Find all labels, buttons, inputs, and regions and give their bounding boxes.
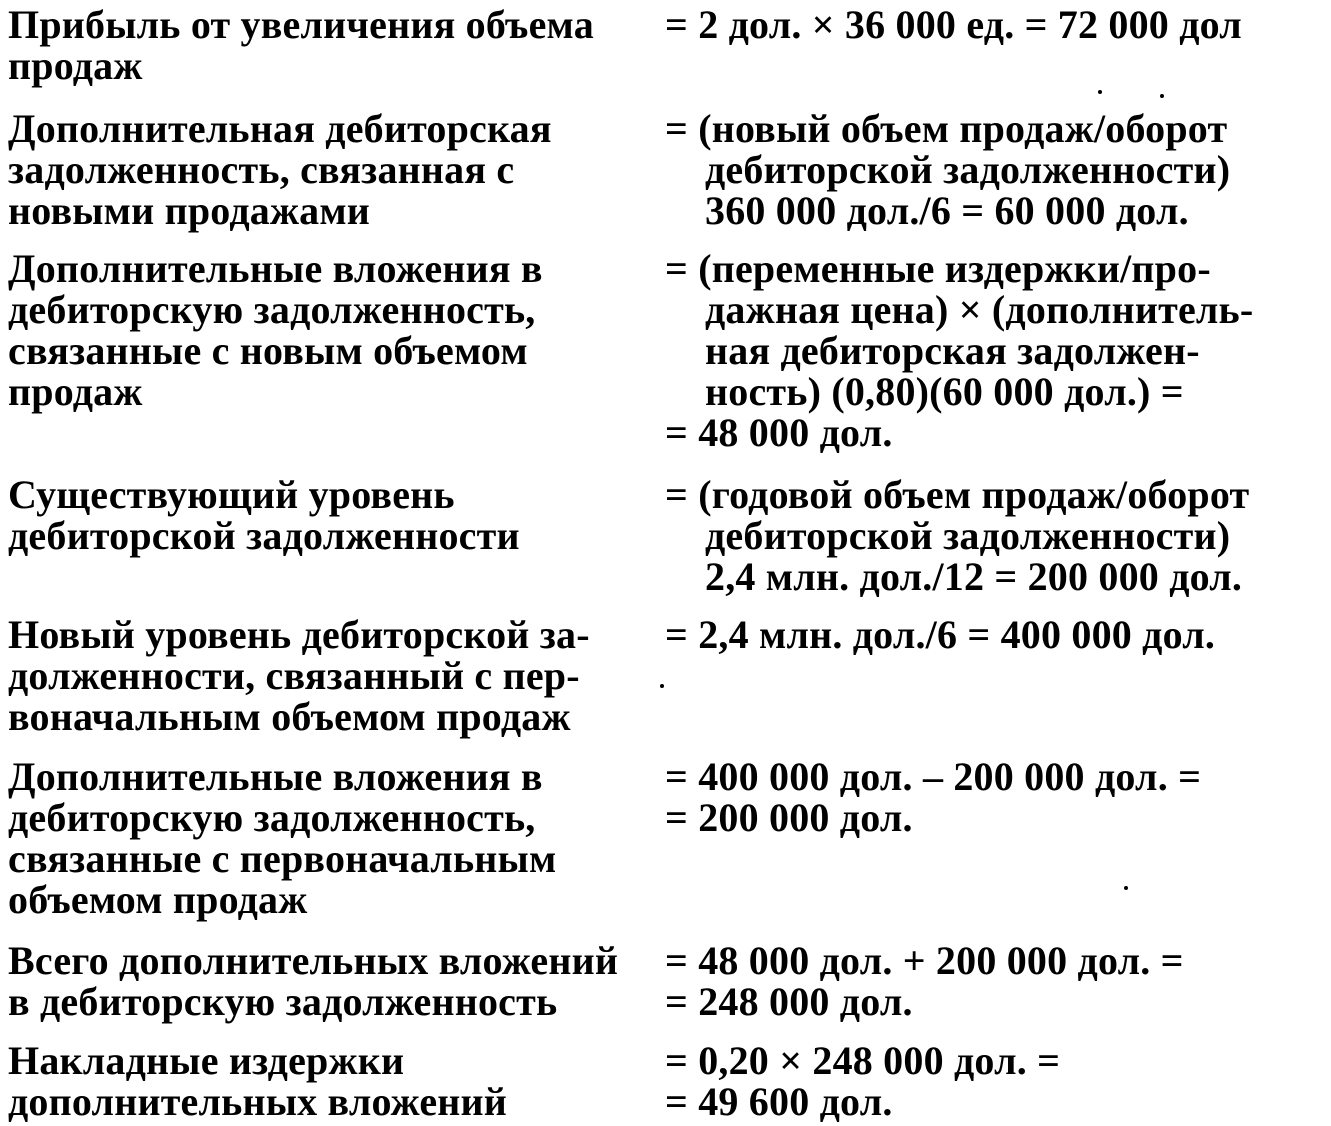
row-label [8, 1040, 658, 1122]
expr-line: = 48 000 дол. + 200 000 дол. = [665, 938, 1184, 983]
scan-speck [660, 684, 664, 688]
row-label [8, 614, 658, 737]
label-line: дебиторскую задолженность, [8, 287, 536, 332]
row-expression [665, 4, 1331, 45]
scan-speck [1124, 886, 1128, 890]
label-line: дебиторскую задолженность, [8, 795, 536, 840]
label-line: новыми продажами [8, 188, 371, 233]
label-line: задолженность, связанная с [8, 147, 515, 192]
row-expression [665, 614, 1331, 655]
expr-line: = 2 дол. × 36 000 ед. = 72 000 дол [665, 2, 1242, 47]
expr-line: = (годовой объем продаж/оборот [665, 472, 1250, 517]
row-expression [665, 248, 1331, 453]
label-line: Дополнительные вложения в [8, 754, 543, 799]
row-expression [665, 940, 1331, 1022]
expr-line: = 0,20 × 248 000 дол. = [665, 1038, 1061, 1083]
label-line: продаж [8, 369, 143, 414]
row-expression [665, 756, 1331, 838]
row-label [8, 756, 658, 920]
label-line: продаж [8, 43, 143, 88]
expr-line: 360 000 дол./6 = 60 000 дол. [705, 188, 1189, 233]
expr-line: = 400 000 дол. – 200 000 дол. = [665, 754, 1202, 799]
label-line: Существующий уровень [8, 472, 455, 517]
row-label [8, 248, 658, 412]
label-line: связанные с новым объемом [8, 328, 528, 373]
expr-line: = 49 600 дол. [665, 1079, 893, 1124]
scan-speck [1160, 94, 1164, 98]
row-expression [665, 474, 1331, 597]
label-line: долженности, связанный с пер- [8, 653, 580, 698]
expr-line: ность) (0,80)(60 000 дол.) = [705, 369, 1184, 414]
row-label [8, 4, 658, 86]
expr-line: = (переменные издержки/про- [665, 246, 1211, 291]
expr-line: дебиторской задолженности) [705, 147, 1231, 192]
expr-line: = 48 000 дол. [665, 410, 893, 455]
label-line: дополнительных вложений [8, 1079, 508, 1124]
label-line: воначальным объемом продаж [8, 694, 571, 739]
scan-speck [1098, 90, 1102, 94]
row-label [8, 474, 658, 556]
label-line: Всего дополнительных вложений [8, 938, 619, 983]
row-label [8, 940, 658, 1022]
label-line: дебиторской задолженности [8, 513, 520, 558]
label-line: Дополнительная дебиторская [8, 106, 552, 151]
row-label [8, 108, 658, 231]
row-expression [665, 108, 1331, 231]
label-line: в дебиторскую задолженность [8, 979, 558, 1024]
expr-line: дажная цена) × (дополнитель- [705, 287, 1254, 332]
row-expression [665, 1040, 1331, 1122]
expr-line: = (новый объем продаж/оборот [665, 106, 1228, 151]
expr-line: ная дебиторская задолжен- [705, 328, 1200, 373]
expr-line: = 2,4 млн. дол./6 = 400 000 дол. [665, 612, 1216, 657]
label-line: связанные с первоначальным [8, 836, 557, 881]
label-line: объемом продаж [8, 877, 308, 922]
label-line: Прибыль от увеличения объема [8, 2, 594, 47]
expr-line: 2,4 млн. дол./12 = 200 000 дол. [705, 554, 1243, 599]
label-line: Накладные издержки [8, 1038, 405, 1083]
label-line: Новый уровень дебиторской за- [8, 612, 590, 657]
expr-line: = 200 000 дол. [665, 795, 913, 840]
label-line: Дополнительные вложения в [8, 246, 543, 291]
expr-line: дебиторской задолженности) [705, 513, 1231, 558]
expr-line: = 248 000 дол. [665, 979, 913, 1024]
